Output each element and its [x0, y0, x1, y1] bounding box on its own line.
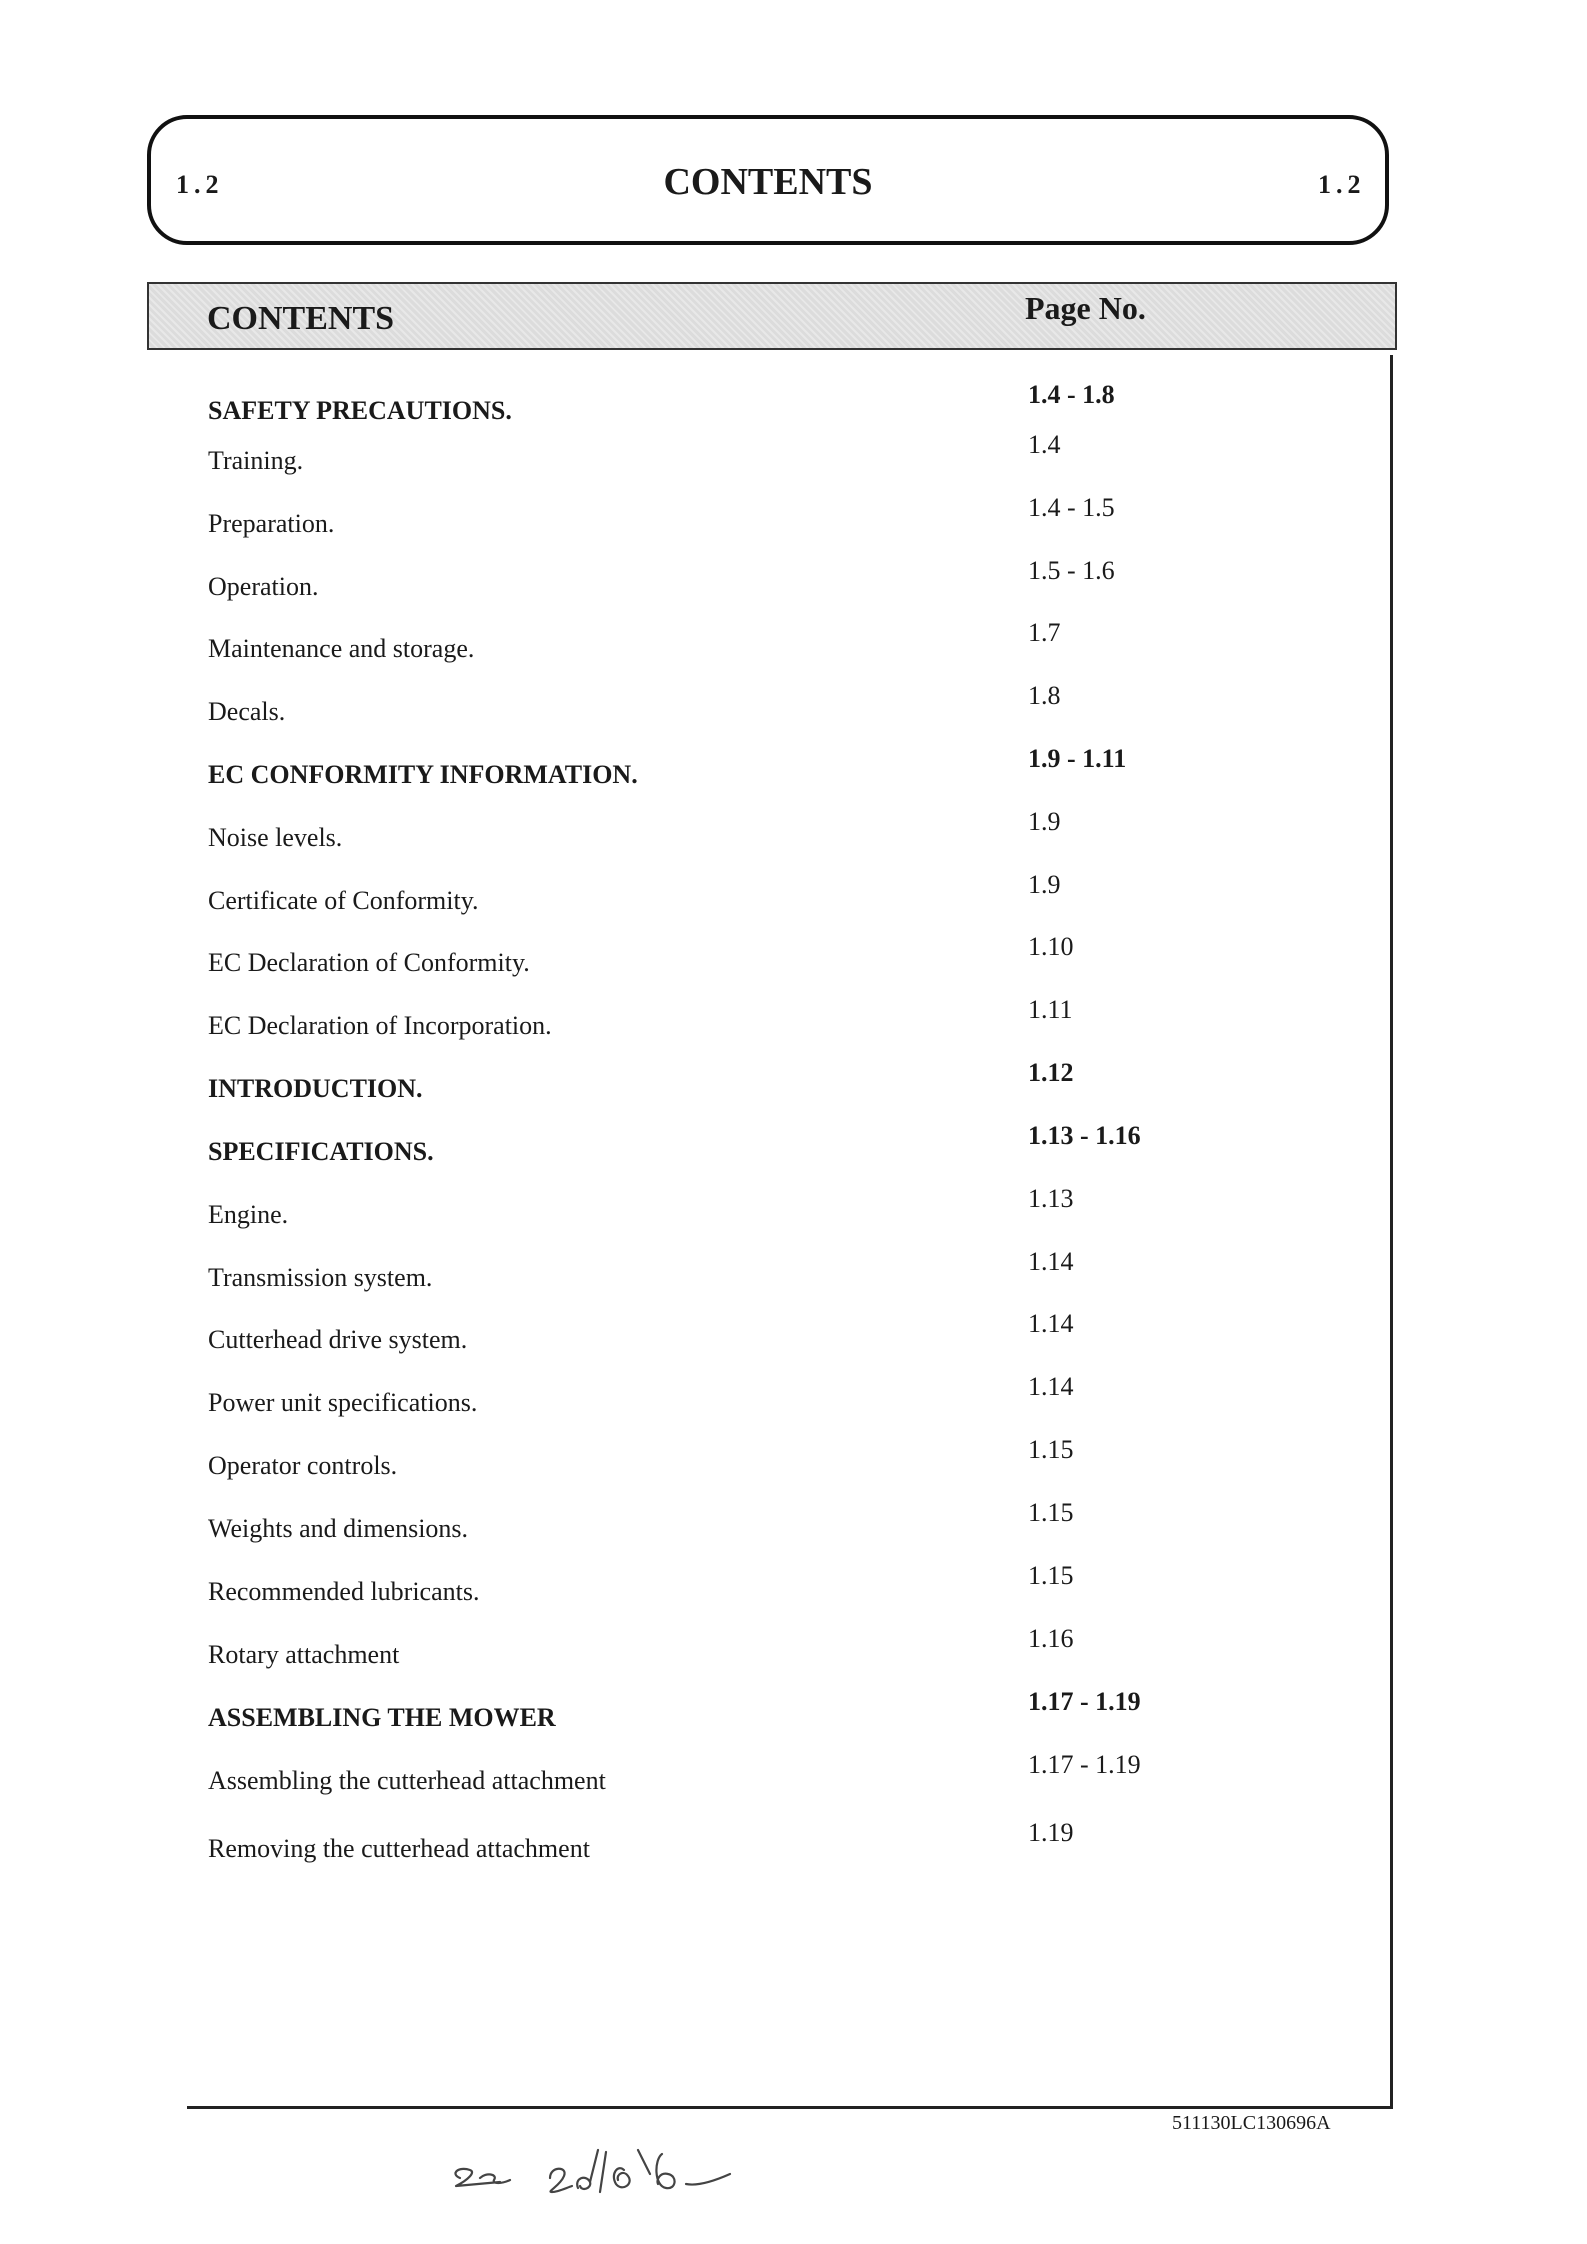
toc-entry-page: 1.9 [1028, 807, 1061, 836]
toc-entry [0, 744, 1587, 794]
toc-entry [0, 1247, 1587, 1297]
toc-entry-page: 1.15 [1028, 1498, 1074, 1527]
contents-column-label: CONTENTS [207, 300, 395, 337]
page-title: CONTENTS [663, 161, 873, 203]
toc-entry-title: Transmission system. [208, 1263, 433, 1292]
toc-entry-title: Operation. [208, 572, 319, 601]
toc-entry-title: Cutterhead drive system. [208, 1325, 468, 1354]
toc-entry-title: Certificate of Conformity. [208, 886, 479, 915]
toc-entry-page: 1.8 [1028, 681, 1061, 710]
toc-entry [0, 618, 1587, 668]
toc-entry [0, 1309, 1587, 1359]
toc-entry-page: 1.4 - 1.8 [1028, 380, 1115, 409]
toc-entry-title: Preparation. [208, 509, 335, 538]
toc-entry-page: 1.4 [1028, 430, 1061, 459]
toc-entry-title: Rotary attachment [208, 1640, 400, 1669]
toc-entry [0, 995, 1587, 1045]
toc-entry [0, 1121, 1587, 1171]
toc-entry-title: SAFETY PRECAUTIONS. [208, 396, 512, 425]
toc-entry-title: EC CONFORMITY INFORMATION. [208, 760, 638, 789]
toc-entry-page: 1.4 - 1.5 [1028, 493, 1115, 522]
toc-entry-title: ASSEMBLING THE MOWER [208, 1703, 556, 1732]
toc-entry [0, 380, 1587, 430]
section-number-right: 1.2 [1318, 170, 1366, 199]
toc-entry-page: 1.14 [1028, 1309, 1074, 1338]
toc-entry [0, 1561, 1587, 1611]
toc-entry-title: SPECIFICATIONS. [208, 1137, 434, 1166]
toc-entry-page: 1.14 [1028, 1372, 1074, 1401]
toc-entry-page: 1.10 [1028, 932, 1074, 961]
toc-entry-page: 1.7 [1028, 618, 1061, 647]
toc-entry-title: Recommended lubricants. [208, 1577, 480, 1606]
toc-entry-page: 1.19 [1028, 1818, 1074, 1847]
toc-entry-title: Maintenance and storage. [208, 634, 475, 663]
toc-entry-title: Training. [208, 446, 304, 475]
toc-entry-title: Removing the cutterhead attachment [208, 1834, 590, 1863]
toc-entry-page: 1.9 - 1.11 [1028, 744, 1127, 773]
toc-entry-title: Assembling the cutterhead attachment [208, 1766, 606, 1795]
toc-entry [0, 493, 1587, 543]
toc-entry-page: 1.9 [1028, 870, 1061, 899]
toc-entry-page: 1.11 [1028, 995, 1073, 1024]
toc-entry [0, 807, 1587, 857]
toc-entry-page: 1.14 [1028, 1247, 1074, 1276]
toc-entry-title: Operator controls. [208, 1451, 398, 1480]
section-number-left: 1.2 [176, 170, 224, 199]
toc-entry-title: INTRODUCTION. [208, 1074, 423, 1103]
toc-entry [0, 1372, 1587, 1422]
toc-entry-title: EC Declaration of Incorporation. [208, 1011, 552, 1040]
toc-entry-page: 1.15 [1028, 1561, 1074, 1590]
toc-entry [0, 556, 1587, 606]
toc-entry-title: Power unit specifications. [208, 1388, 478, 1417]
toc-entry-page: 1.15 [1028, 1435, 1074, 1464]
toc-entry-title: EC Declaration of Conformity. [208, 948, 530, 977]
toc-entry [0, 681, 1587, 731]
toc-entry [0, 1435, 1587, 1485]
toc-entry-page: 1.13 - 1.16 [1028, 1121, 1141, 1150]
toc-entry-page: 1.13 [1028, 1184, 1074, 1213]
toc-entry [0, 1687, 1587, 1737]
handwritten-signature [440, 2130, 760, 2220]
footer-rule [187, 2106, 1393, 2109]
toc-entry-page: 1.17 - 1.19 [1028, 1750, 1141, 1779]
toc-entry [0, 870, 1587, 920]
toc-entry-page: 1.5 - 1.6 [1028, 556, 1115, 585]
toc-entry [0, 1058, 1587, 1108]
toc-entry [0, 1818, 1587, 1868]
toc-entry-title: Weights and dimensions. [208, 1514, 469, 1543]
toc-entry-page: 1.17 - 1.19 [1028, 1687, 1141, 1716]
toc-entry [0, 1624, 1587, 1674]
document-code: 511130LC130696A [1172, 2112, 1331, 2134]
toc-entry-title: Noise levels. [208, 823, 343, 852]
toc-entry-page: 1.16 [1028, 1624, 1074, 1653]
toc-entry-page: 1.12 [1028, 1058, 1074, 1087]
toc-entry [0, 932, 1587, 982]
toc-entry [0, 1498, 1587, 1548]
toc-entry [0, 430, 1587, 480]
toc-entry-title: Engine. [208, 1200, 289, 1229]
toc-entry [0, 1750, 1587, 1800]
page-number-column-label: Page No. [1025, 290, 1146, 326]
toc-entry-title: Decals. [208, 697, 286, 726]
toc-entry [0, 1184, 1587, 1234]
